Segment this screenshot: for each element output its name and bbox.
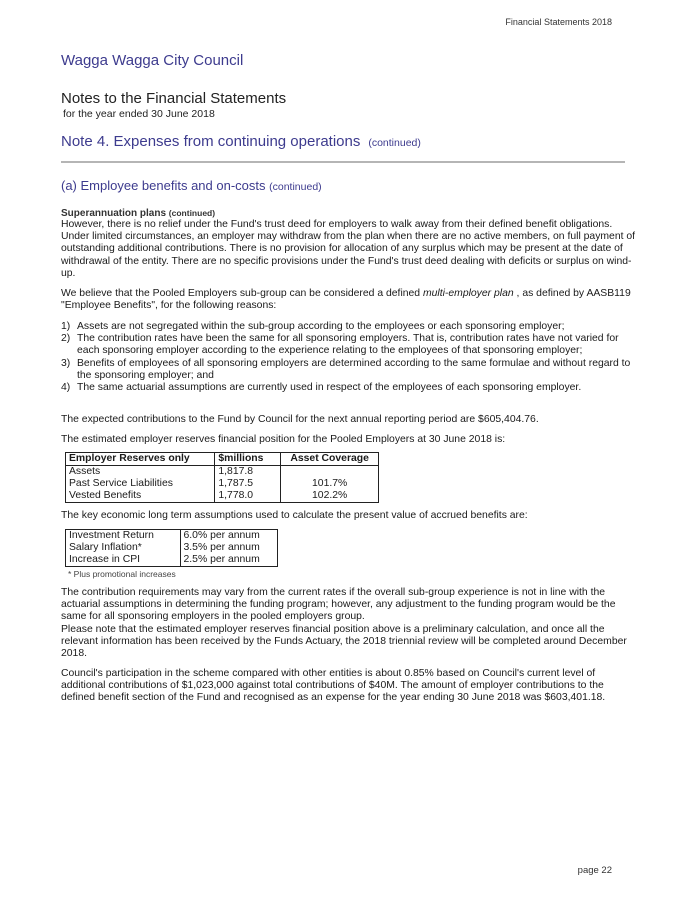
table-header-cell: Employer Reserves only: [66, 453, 215, 466]
table-row: [66, 542, 278, 554]
list-item-number: 1): [61, 321, 71, 332]
notes-title: Notes to the Financial Statements: [61, 90, 287, 107]
subsection-label-continued: (continued): [168, 208, 216, 218]
subsection-label-text: Superannuation plans: [61, 208, 167, 219]
assumptions-table: [65, 529, 278, 567]
paragraph-multi-employer: [61, 288, 636, 312]
table-cell: 1,778.0: [215, 490, 281, 503]
list-item: [61, 382, 636, 394]
paragraph-multi-employer-a: We believe that the Pooled Employers sub-group can be considered a defined: [61, 288, 423, 299]
paragraph-contribution-requirements: The contribution requirements may vary from the current rates if the overall sub-group experience is not in line with the actuarial assumptions in determining the funding program; however, any adjustment to the funding program would be the same for all sponsoring employers in the pooled employers group.: [61, 587, 616, 623]
list-item: [61, 321, 636, 333]
paragraph-expected-contributions: The expected contributions to the Fund by Council for the next annual reporting period are $605,404.76.: [61, 414, 539, 425]
page-number: page 22: [577, 865, 612, 876]
note-heading-text: Note 4. Expenses from continuing operations: [61, 133, 361, 150]
table-cell: Assets: [66, 466, 215, 479]
table-header-cell: $millions: [215, 453, 281, 466]
note-heading-continued: (continued): [368, 137, 421, 149]
table-cell: Past Service Liabilities: [66, 478, 215, 490]
table-header-cell: Asset Coverage: [281, 453, 379, 466]
table-cell: Investment Return: [66, 530, 181, 543]
list-item-text: The same actuarial assumptions are currently used in respect of the employees of each sponsoring employer.: [77, 382, 582, 394]
notes-subtitle: for the year ended 30 June 2018: [63, 108, 215, 120]
list-item: [61, 358, 636, 382]
table-cell: [281, 466, 379, 479]
paragraph-withdrawal: However, there is no relief under the Fund's trust deed for employers to walk away from their defined benefit obligations. Under limited circumstances, an employer may withdraw from the plan when there are no active members, on full payment of outstanding additional contributions. There is no provision for allocation of any surplus which may be present at the date of withdrawal of the entity. There are no specific provisions under the Fund's trust deed dealing with deficits or surplus on wind-up.: [61, 219, 636, 279]
subsection-label: [61, 208, 215, 219]
heading-divider: [61, 161, 625, 163]
note-heading: [61, 133, 421, 150]
list-item-text: Assets are not segregated within the sub-group according to the employees or each sponsoring employer;: [77, 321, 565, 332]
list-item-number: 4): [61, 382, 71, 394]
table-cell: 3.5% per annum: [180, 542, 278, 554]
paragraph-preliminary-note: Please note that the estimated employer reserves financial position above is a preliminary calculation, and once all the relevant information has been received by the Funds Actuary, the 2018 triennial review will be completed around December 2018.: [61, 624, 627, 660]
table-cell: 101.7%: [281, 478, 379, 490]
section-heading-text: (a) Employee benefits and on-costs: [61, 178, 266, 193]
list-item-number: 2): [61, 333, 71, 345]
table-cell: Increase in CPI: [66, 554, 181, 567]
table-cell: 1,787.5: [215, 478, 281, 490]
table-cell: Vested Benefits: [66, 490, 215, 503]
paragraph-assumptions-intro: The key economic long term assumptions used to calculate the present value of accrued benefits are:: [61, 510, 528, 521]
paragraph-multi-employer-b: , as defined by AASB119 "Employee Benefits", for the following reasons:: [61, 288, 631, 312]
footnote: * Plus promotional increases: [68, 569, 176, 579]
list-item: [61, 333, 636, 357]
section-heading: [61, 178, 322, 193]
section-heading-continued: (continued): [269, 181, 322, 193]
table-cell: 2.5% per annum: [180, 554, 278, 567]
table-row: [66, 478, 379, 490]
table-row: [66, 490, 379, 503]
table-cell: 1,817.8: [215, 466, 281, 479]
paragraph-reserves-intro: The estimated employer reserves financial position for the Pooled Employers at 30 June 2018 is:: [61, 434, 506, 445]
table-cell: Salary Inflation*: [66, 542, 181, 554]
list-item-text: The contribution rates have been the same for all sponsoring employers. That is, contribution rates have not varied for each sponsoring employer according to the experience relating to the employees of that sponsoring employer;: [77, 333, 619, 357]
reasons-list: [61, 321, 636, 394]
running-title: Financial Statements 2018: [505, 17, 612, 27]
paragraph-participation: Council's participation in the scheme compared with other entities is about 0.85% based on Council's current level of additional contributions of $1,023,000 against total contributions of $40M. The amount of employer contributions to the defined benefit section of the Fund and recognised as an expense for the year ending 30 June 2018 was $603,401.18.: [61, 668, 606, 704]
table-row: [66, 530, 278, 543]
list-item-text: Benefits of employees of all sponsoring employers are determined according to the same formulae and without regard to the sponsoring employer; and: [77, 357, 631, 381]
table-cell: 6.0% per annum: [180, 530, 278, 543]
reserves-table: [65, 452, 379, 503]
table-cell: 102.2%: [281, 490, 379, 503]
table-row: [66, 466, 379, 479]
paragraph-multi-employer-italic: multi-employer plan: [422, 288, 514, 299]
council-name: Wagga Wagga City Council: [61, 52, 244, 69]
table-header-row: [66, 453, 379, 466]
table-row: [66, 554, 278, 567]
list-item-number: 3): [61, 357, 71, 369]
